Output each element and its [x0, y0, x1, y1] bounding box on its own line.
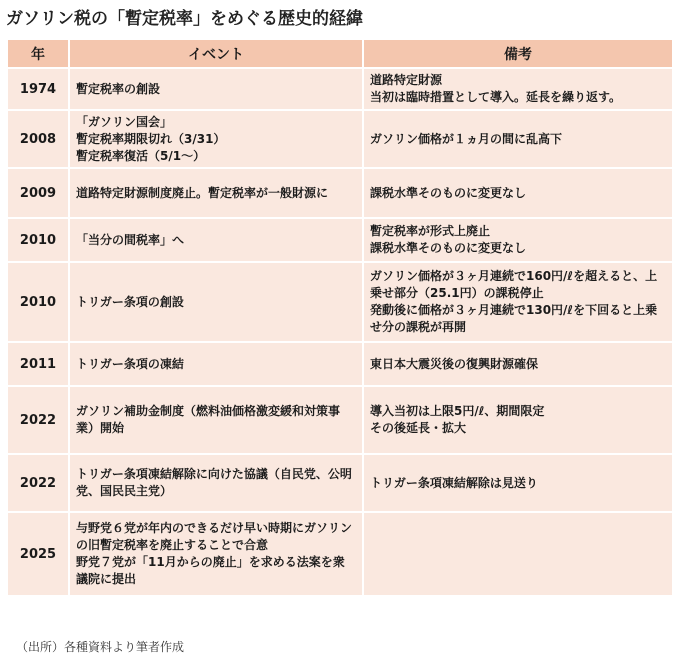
header-year: 年 [8, 40, 68, 67]
row-year: 1974 [8, 69, 68, 109]
row-event [70, 513, 362, 595]
table-row [8, 455, 672, 511]
table-header-row [8, 40, 672, 67]
row-notes [364, 263, 672, 341]
row-event [70, 455, 362, 511]
event-line: 暫定税率の創設 [76, 81, 161, 96]
row-year: 2011 [8, 343, 68, 385]
row-event [70, 263, 362, 341]
header-notes: 備考 [364, 40, 672, 67]
row-event [70, 387, 362, 453]
event-line: トリガー条項の創設 [76, 294, 184, 309]
table-row [8, 513, 672, 595]
event-line: 与野党６党が年内のできるだけ早い時期にガソリンの旧暫定税率を廃止することで合意 [76, 521, 353, 552]
notes-line: 道路特定財源 [370, 73, 443, 87]
notes-line: 導入当初は上限5円/ℓ、期間限定 [370, 404, 545, 418]
event-line: 「当分の間税率」へ [76, 232, 185, 247]
notes-line: 東日本大震災後の復興財源確保 [370, 356, 539, 371]
row-year: 2025 [8, 513, 68, 595]
row-notes [364, 455, 672, 511]
event-line: 暫定税率期限切れ（3/31） [76, 131, 226, 146]
row-year: 2022 [8, 387, 68, 453]
row-notes [364, 169, 672, 217]
row-notes [364, 343, 672, 385]
notes-line: ガソリン価格が１ヵ月の間に乱高下 [370, 131, 563, 146]
notes-line: 課税水準そのものに変更なし [370, 241, 527, 255]
event-line: トリガー条項の凍結 [76, 356, 184, 371]
row-event [70, 169, 362, 217]
row-event [70, 69, 362, 109]
history-table [6, 38, 674, 597]
notes-line: トリガー条項凍結解除は見送り [370, 475, 538, 490]
event-line: 道路特定財源制度廃止。暫定税率が一般財源に [76, 185, 329, 200]
row-event [70, 343, 362, 385]
event-line: トリガー条項凍結解除に向けた協議（自民党、公明党、国民民主党） [76, 467, 352, 498]
row-year: 2008 [8, 111, 68, 167]
event-line: 暫定税率復活（5/1～） [76, 148, 206, 163]
notes-line: ガソリン価格が３ヶ月連続で160円/ℓを超えると、上乗せ部分（25.1円）の課税停止 [370, 269, 658, 300]
row-year: 2010 [8, 263, 68, 341]
row-notes [364, 111, 672, 167]
table-row [8, 343, 672, 385]
table-row [8, 387, 672, 453]
header-event: イベント [70, 40, 362, 67]
row-notes [364, 219, 672, 261]
row-year: 2022 [8, 455, 68, 511]
row-notes [364, 513, 672, 595]
table-row [8, 169, 672, 217]
notes-line: その後延長・拡大 [370, 421, 467, 435]
table-row [8, 69, 672, 109]
event-line: 「ガソリン国会」 [76, 114, 173, 129]
row-notes [364, 69, 672, 109]
source-note: （出所）各種資料より筆者作成 [16, 640, 185, 654]
event-line: 野党７党が「11月からの廃止」を求める法案を衆議院に提出 [76, 555, 345, 586]
table-row [8, 219, 672, 261]
row-notes [364, 387, 672, 453]
row-year: 2010 [8, 219, 68, 261]
table-row [8, 111, 672, 167]
row-event [70, 111, 362, 167]
notes-line: 暫定税率が形式上廃止 [370, 224, 491, 238]
table-row [8, 263, 672, 341]
notes-line: 課税水準そのものに変更なし [370, 185, 527, 200]
notes-line: 当初は臨時措置として導入。延長を繰り返す。 [370, 90, 622, 104]
event-line: ガソリン補助金制度（燃料油価格激変緩和対策事業）開始 [76, 404, 341, 435]
page-title: ガソリン税の「暫定税率」をめぐる歴史的経緯 [6, 9, 363, 29]
row-event [70, 219, 362, 261]
table-body [8, 69, 672, 595]
row-year: 2009 [8, 169, 68, 217]
notes-line: 発動後に価格が３ヶ月連続で130円/ℓを下回ると上乗せ分の課税が再開 [370, 303, 658, 334]
